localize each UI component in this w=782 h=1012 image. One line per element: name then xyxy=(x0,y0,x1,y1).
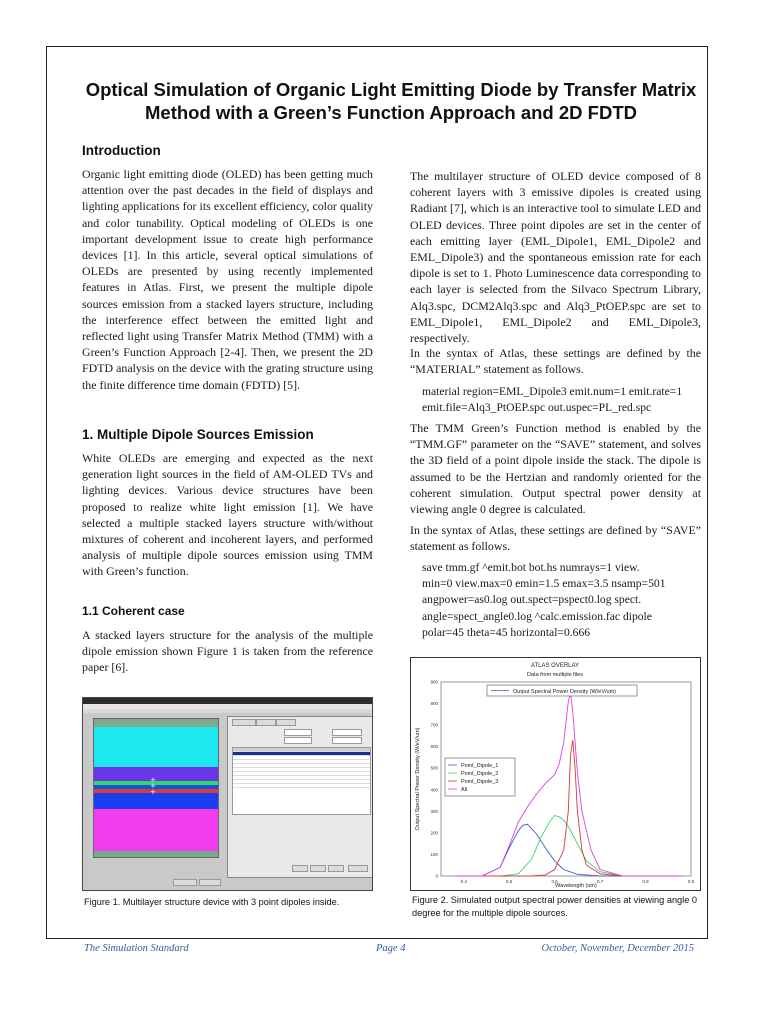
y-tick-label: 800 xyxy=(430,701,438,707)
save-statement: save tmm.gf ^emit.bot bot.hs numrays=1 view. min=0 view.max=0 emin=1.5 emax=3.5 nsamp=501 angpower=as0.log out.spect=pspect0.log spect. angle=spect_angle0.log ^calc.emission.fac dipole polar=45 theta=45 horizontal=0.666 xyxy=(422,561,666,639)
x-tick-label: 0.6 xyxy=(551,879,558,884)
x-tick-label: 0.5 xyxy=(506,879,513,884)
layer-stack-plot xyxy=(93,718,219,858)
figure2-chart xyxy=(410,657,701,891)
top-legend-label: Output Spectral Power Density (W/eV/um) xyxy=(513,689,617,695)
y-tick-label: 300 xyxy=(430,808,438,814)
intro-text: Organic light emitting diode (OLED) has been getting much attention over the past decades in the field of displays and lighting applications for its excellent efficiency, color quality and color tunability. Optical modeling of OLEDs is one important development issue to create high performance devices [1]. In this article, several optical simulations of OLEDs are presented by using recently implemented features in Atlas. First, we present the multiple dipole sources emission from a stacked layers structure, including the interference effect between the emitted light and reflected light using Transfer Matrix Method (TMM) with a Green’s Function Approach [2-4]. Then, we present the 2D FDTD analysis on the device with the grating structure using the finite difference time domain (FDTD) [5]. xyxy=(82,167,373,392)
chart-subtitle: Data from multiple files xyxy=(527,672,583,678)
x-tick-label: 0.8 xyxy=(642,879,649,884)
right-paragraph-1: The multilayer structure of OLED device composed of 8 coherent layers with 3 emissive dipoles is created using Radiant [7], which is an interactive tool to simulate LED and OLED devices. Three point dipoles are set in the center of each emitting layer (EML_Dipole1, EML_Dipole2 and EML_Dipole3) and the spontaneous emission rate for each dipole is set to 1. Photo Luminescence data corresponding to each layer is selected from the Silvaco Spectrum Library, Alq3.spc, DCM2Alq3.spc and Alq3_PtOEP.spc are set to EML_Dipole1, EML_Dipole2 and EML_Dipole3, respectively. xyxy=(410,169,701,346)
delete-button[interactable] xyxy=(328,865,344,872)
right-paragraph-4: In the syntax of Atlas, these settings are defined by “SAVE” statement as follows. xyxy=(410,523,701,554)
section1-text: White OLEDs are emerging and expected as the next generation light sources in the field of AM-OLED TVs and lighting devices. Various device structures have been proposed to realize white light emission [1]. We have selected a multiple stacked layers structure with/without mixtures of coherent and incoherent layers, and performed analysis of multiple dipole sources emission using TMM with Green’s function. xyxy=(82,451,373,579)
chart-svg xyxy=(411,658,700,890)
right-paragraph-2: In the syntax of Atlas, these settings are defined by the “MATERIAL” statement as follows. xyxy=(410,346,701,377)
name-field[interactable] xyxy=(284,729,312,736)
y-tick-label: 600 xyxy=(430,744,438,750)
dipole-markers: + + + xyxy=(150,776,156,796)
layer-purple xyxy=(94,767,218,781)
intro-heading: Introduction xyxy=(82,143,161,158)
layer-blue-b xyxy=(94,793,218,809)
legend-label: Point_Dipole_2 xyxy=(461,771,499,777)
y-tick-label: 100 xyxy=(430,851,438,857)
tab-analysis[interactable] xyxy=(276,719,296,726)
edit-button[interactable] xyxy=(310,865,326,872)
y-tick-label: 0 xyxy=(435,873,438,879)
tab-structure[interactable] xyxy=(232,719,256,726)
footer-date: October, November, December 2015 xyxy=(541,943,694,954)
y-tick-label: 700 xyxy=(430,722,438,728)
layer-bottom xyxy=(94,851,218,857)
xmax-field[interactable] xyxy=(284,737,312,744)
legend-label: Point_Dipole_1 xyxy=(461,763,499,769)
figure1-caption: Figure 1. Multilayer structure device with 3 point dipoles inside. xyxy=(84,897,340,907)
table-row[interactable] xyxy=(233,784,370,788)
mesh-button[interactable] xyxy=(173,879,197,886)
layer-editor-panel xyxy=(227,716,373,878)
layers-table xyxy=(232,747,371,815)
x-axis-label: Wavelength (um) xyxy=(555,883,597,889)
window-toolbar xyxy=(83,709,372,713)
article-title: Optical Simulation of Organic Light Emitting Diode by Transfer Matrix Method with a Green’s Function Approach and 2D FDTD xyxy=(85,79,697,123)
section11-text: A stacked layers structure for the analysis of the multiple dipole emission shown Figure 1 is taken from the reference paper [6]. xyxy=(82,628,373,675)
layer-magenta xyxy=(94,809,218,851)
y-tick-label: 500 xyxy=(430,765,438,771)
layer-top xyxy=(94,719,218,727)
dipole-button[interactable] xyxy=(199,879,221,886)
right-paragraph-3: The TMM Green’s Function method is enabled by the “TMM.GF” parameter on the “SAVE” statement, and solves the 3D field of a point dipole inside the stack. The dipole is assumed to be the Hertzian and randomly oriented for the coherent simulation. Output spectral power density at viewing angle 0 degree is calculated. xyxy=(410,421,701,517)
section11-heading: 1.1 Coherent case xyxy=(82,604,185,618)
x-tick-label: 0.9 xyxy=(687,879,695,884)
legend-label: All xyxy=(461,787,468,793)
section1-heading: 1. Multiple Dipole Sources Emission xyxy=(82,427,314,442)
xmin-field[interactable] xyxy=(332,729,362,736)
y-tick-label: 400 xyxy=(430,787,438,793)
close-button[interactable] xyxy=(348,865,368,872)
layer-cyan xyxy=(94,727,218,767)
x-tick-label: 0.4 xyxy=(460,879,467,884)
y-axis-label: Output Spectral Power Density (W/eV/um) xyxy=(415,727,421,831)
footer-page-number: Page 4 xyxy=(376,943,406,954)
ymax-field[interactable] xyxy=(332,737,362,744)
tab-materials[interactable] xyxy=(256,719,276,726)
legend-label: Point_Dipole_3 xyxy=(461,779,499,785)
figure2-caption: Figure 2. Simulated output spectral power densities at viewing angle 0 degree for the multiple dipole sources. xyxy=(412,895,697,918)
material-statement: material region=EML_Dipole3 emit.num=1 emit.rate=1 emit.file=Alq3_PtOEP.spc out.uspec=PL_red.spc xyxy=(422,385,683,415)
chart-title: ATLAS OVERLAY xyxy=(530,663,580,669)
y-tick-label: 200 xyxy=(430,830,438,836)
figure1-screenshot xyxy=(82,697,373,891)
add-button[interactable] xyxy=(292,865,308,872)
x-tick-label: 0.7 xyxy=(596,879,604,884)
footer-publication: The Simulation Standard xyxy=(84,943,189,954)
y-tick-label: 900 xyxy=(430,679,438,685)
